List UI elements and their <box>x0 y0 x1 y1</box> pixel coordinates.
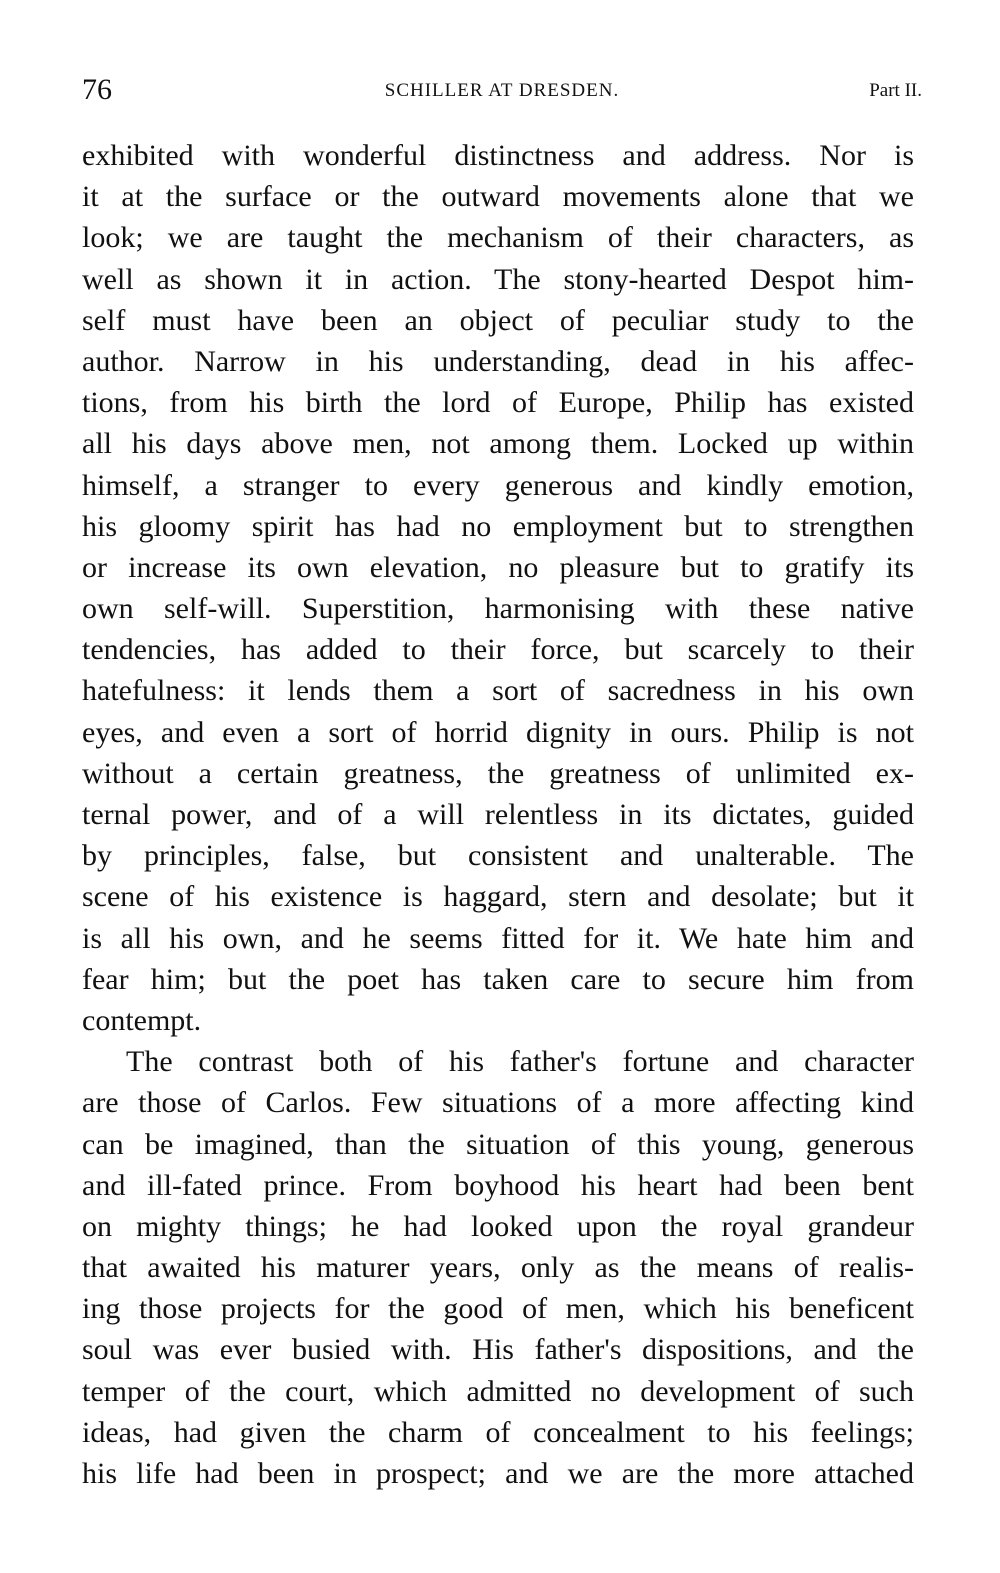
text-line: that awaited his maturer years, only as the means of realis- <box>82 1251 914 1285</box>
text-line: and ill-fated prince. From boyhood his heart had been bent <box>82 1168 914 1202</box>
text-line: eyes, and even a sort of horrid dignity in ours. Philip is not <box>82 715 914 749</box>
text-line: or increase its own elevation, no pleasure but to gratify its <box>82 550 914 584</box>
text-line: hatefulness: it lends them a sort of sacredness in his own <box>82 674 914 708</box>
text-line: self must have been an object of peculiar study to the <box>82 303 914 337</box>
text-line: is all his own, and he seems fitted for it. We hate him and <box>82 921 914 955</box>
page-number: 76 <box>82 73 112 106</box>
text-line: scene of his existence is haggard, stern and desolate; but it <box>82 880 914 914</box>
text-line: well as shown it in action. The stony-hearted Despot him- <box>82 262 914 296</box>
text-line: look; we are taught the mechanism of their characters, as <box>82 221 914 255</box>
part-label: Part II. <box>869 80 922 101</box>
text-line: tions, from his birth the lord of Europe, Philip has existed <box>82 386 914 420</box>
text-line: fear him; but the poet has taken care to secure him from <box>82 962 914 996</box>
text-line: it at the surface or the outward movements alone that we <box>82 180 914 214</box>
text-line: temper of the court, which admitted no development of such <box>82 1374 914 1408</box>
text-line: ternal power, and of a will relentless in its dictates, guided <box>82 798 914 831</box>
paragraph-2 <box>82 1041 914 1494</box>
text-line: tendencies, has added to their force, but scarcely to their <box>82 633 914 667</box>
text-line: can be imagined, than the situation of this young, generous <box>82 1127 914 1161</box>
text-line: on mighty things; he had looked upon the royal grandeur <box>82 1209 914 1243</box>
text-line: himself, a stranger to every generous and kindly emotion, <box>82 468 914 502</box>
text-line: his life had been in prospect; and we are the more attached <box>82 1457 914 1490</box>
text-line: by principles, false, but consistent and unalterable. The <box>82 839 914 873</box>
text-line: contempt. <box>82 1003 202 1037</box>
text-line: ing those projects for the good of men, which his beneficent <box>82 1292 914 1326</box>
text-line: exhibited with wonderful distinctness and address. Nor is <box>82 139 914 172</box>
running-title: SCHILLER AT DRESDEN. <box>384 80 620 101</box>
text-line: all his days above men, not among them. Locked up within <box>82 427 914 461</box>
text-line: without a certain greatness, the greatness of unlimited ex- <box>82 756 914 790</box>
body-text <box>82 135 914 1494</box>
text-line: author. Narrow in his understanding, dead in his affec- <box>82 344 914 378</box>
paragraph-1 <box>82 135 914 1041</box>
text-line: The contrast both of his father's fortune and character <box>126 1045 914 1079</box>
page-header <box>82 72 922 108</box>
text-line: are those of Carlos. Few situations of a more affecting kind <box>82 1086 914 1120</box>
text-line: soul was ever busied with. His father's dispositions, and the <box>82 1333 914 1367</box>
text-line: ideas, had given the charm of concealment to his feelings; <box>82 1415 914 1449</box>
text-line: own self-will. Superstition, harmonising with these native <box>82 592 914 626</box>
text-line: his gloomy spirit has had no employment but to strengthen <box>82 509 914 543</box>
